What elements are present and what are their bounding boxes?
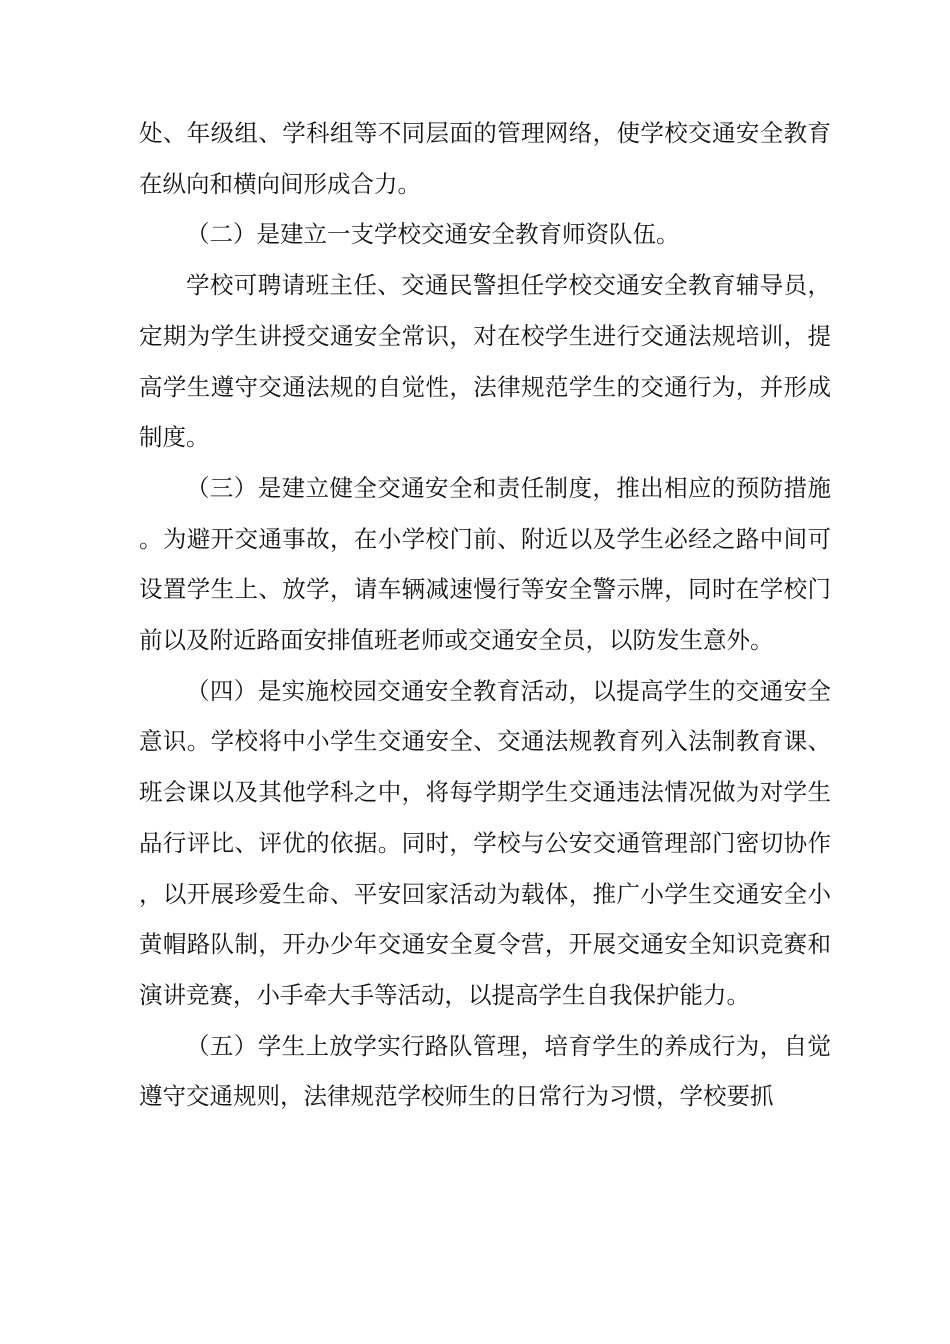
paragraph-section-two-detail: 学校可聘请班主任、交通民警担任学校交通安全教育辅导员，定期为学生讲授交通安全常识，对在校学生进行交通法规培训，提高学生遵守交通法规的自觉性，法律规范学生的交通行为，并形成制度。 (139, 271, 831, 452)
paragraph-section-four: （四）是实施校园交通安全教育活动，以提高学生的交通安全意识。学校将中小学生交通安全、交通法规教育列入法制教育课、班会课以及其他学科之中，将每学期学生交通违法情况做为对学生品行评比、评优的依据。同时，学校与公安交通管理部门密切协作，以开展珍爱生命、平安回家活动为载体，推广小学生交通安全小黄帽路队制，开办少年交通安全夏令营，开展交通安全知识竞赛和演讲竞赛，小手牵大手等活动，以提高学生自我保护能力。 (139, 676, 831, 1009)
document-body (139, 108, 831, 1122)
paragraph-continuation: 处、年级组、学科组等不同层面的管理网络，使学校交通安全教育在纵向和横向间形成合力。 (139, 119, 831, 198)
paragraph-section-five: （五）学生上放学实行路队管理，培育学生的养成行为，自觉遵守交通规则，法律规范学校师生的日常行为习惯，学校要抓 (139, 1031, 831, 1111)
paragraph-section-two: （二）是建立一支学校交通安全教育师资队伍。 (186, 220, 680, 249)
paragraph-section-three: （三）是建立健全交通安全和责任制度，推出相应的预防措施。为避开交通事故，在小学校门前、附近以及学生必经之路中间可设置学生上、放学，请车辆减速慢行等安全警示牌，同时在学校门前以及附近路面安排值班老师或交通安全员，以防发生意外。 (139, 473, 831, 655)
